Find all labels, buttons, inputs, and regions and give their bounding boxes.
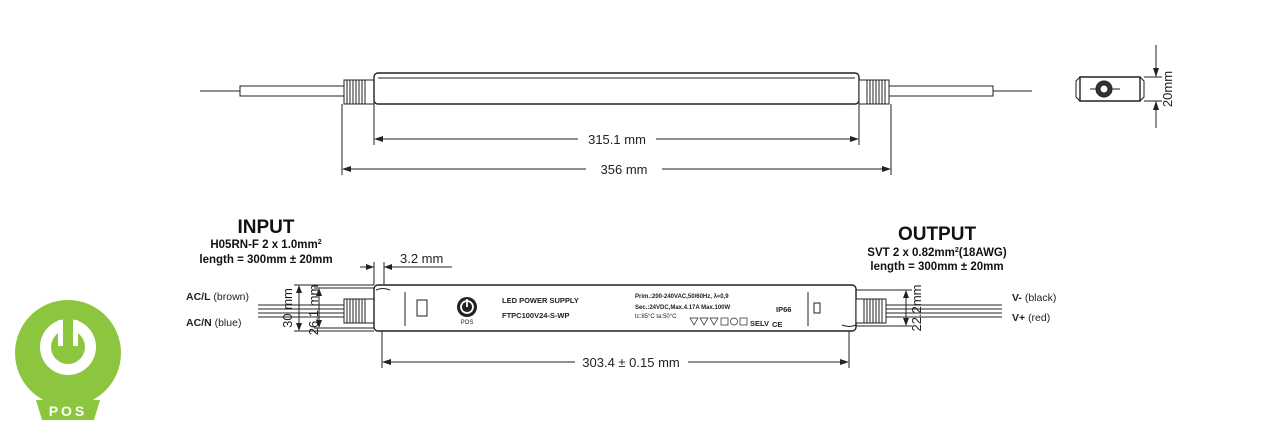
right-strain-relief	[859, 80, 889, 104]
label-logo	[457, 297, 477, 326]
dim-22-label: 22.2mm	[909, 284, 924, 332]
output-wire-pos: V+ (red)	[1012, 312, 1051, 324]
label-model: FTPC100V24-S-WP	[502, 311, 570, 320]
label-sec: Sec.:24VDC,Max.4.17A Max.100W	[635, 305, 731, 311]
side-view	[1076, 45, 1162, 128]
output-cable-spec: SVT 2 x $0.82mm^2(18AWG)$	[867, 247, 1007, 259]
input-title: INPUT	[237, 217, 295, 238]
left-cable	[240, 86, 344, 96]
label-prim: Prim.:200-240VAC,50/60Hz, λ≈0,9	[635, 294, 729, 300]
label-ip: IP66	[776, 305, 792, 314]
dim-length-label: 303.4 ± 0.15 mm	[582, 355, 680, 370]
right-cable	[889, 86, 993, 96]
label-selv: SELV	[750, 319, 770, 328]
front-arrows	[296, 264, 909, 365]
left-strain-relief	[344, 80, 374, 104]
dim-outer-label: 356 mm	[600, 162, 648, 177]
dim-offset-label: 3.2 mm	[400, 251, 444, 266]
pos-logo	[15, 300, 121, 420]
output-wire-neg: V- (black)	[1012, 292, 1057, 304]
label-temps: tc:85°C ta:50°C	[635, 314, 677, 320]
input-length: length = 300mm ± 20mm	[199, 254, 333, 266]
input-wire-n: AC/N (blue)	[186, 317, 242, 329]
svg-text:POS: POS	[460, 320, 474, 326]
label-ce: CE	[772, 320, 783, 329]
label-cert-icons	[690, 318, 747, 325]
output-title: OUTPUT	[897, 224, 977, 245]
output-length: length = 300mm ± 20mm	[870, 261, 1004, 273]
top-view	[200, 73, 1032, 175]
input-wire-l: AC/L (brown)	[186, 291, 250, 303]
dim-inner-label: 315.1 mm	[588, 132, 646, 147]
pos-logo-text: POS	[48, 403, 88, 419]
front-right-strain-relief	[856, 299, 886, 323]
front-view	[258, 262, 1002, 368]
dim-26-label: 26.1 mm	[306, 284, 321, 336]
input-cable-spec: H05RN-F 2 x $1.0mm^2$	[210, 239, 322, 251]
front-left-strain-relief	[344, 299, 374, 323]
side-height-label: 20mm	[1160, 70, 1175, 108]
side-arrows	[1153, 68, 1159, 110]
label-product-title: LED POWER SUPPLY	[502, 296, 579, 305]
dim-30-label: 30 mm	[280, 288, 295, 328]
